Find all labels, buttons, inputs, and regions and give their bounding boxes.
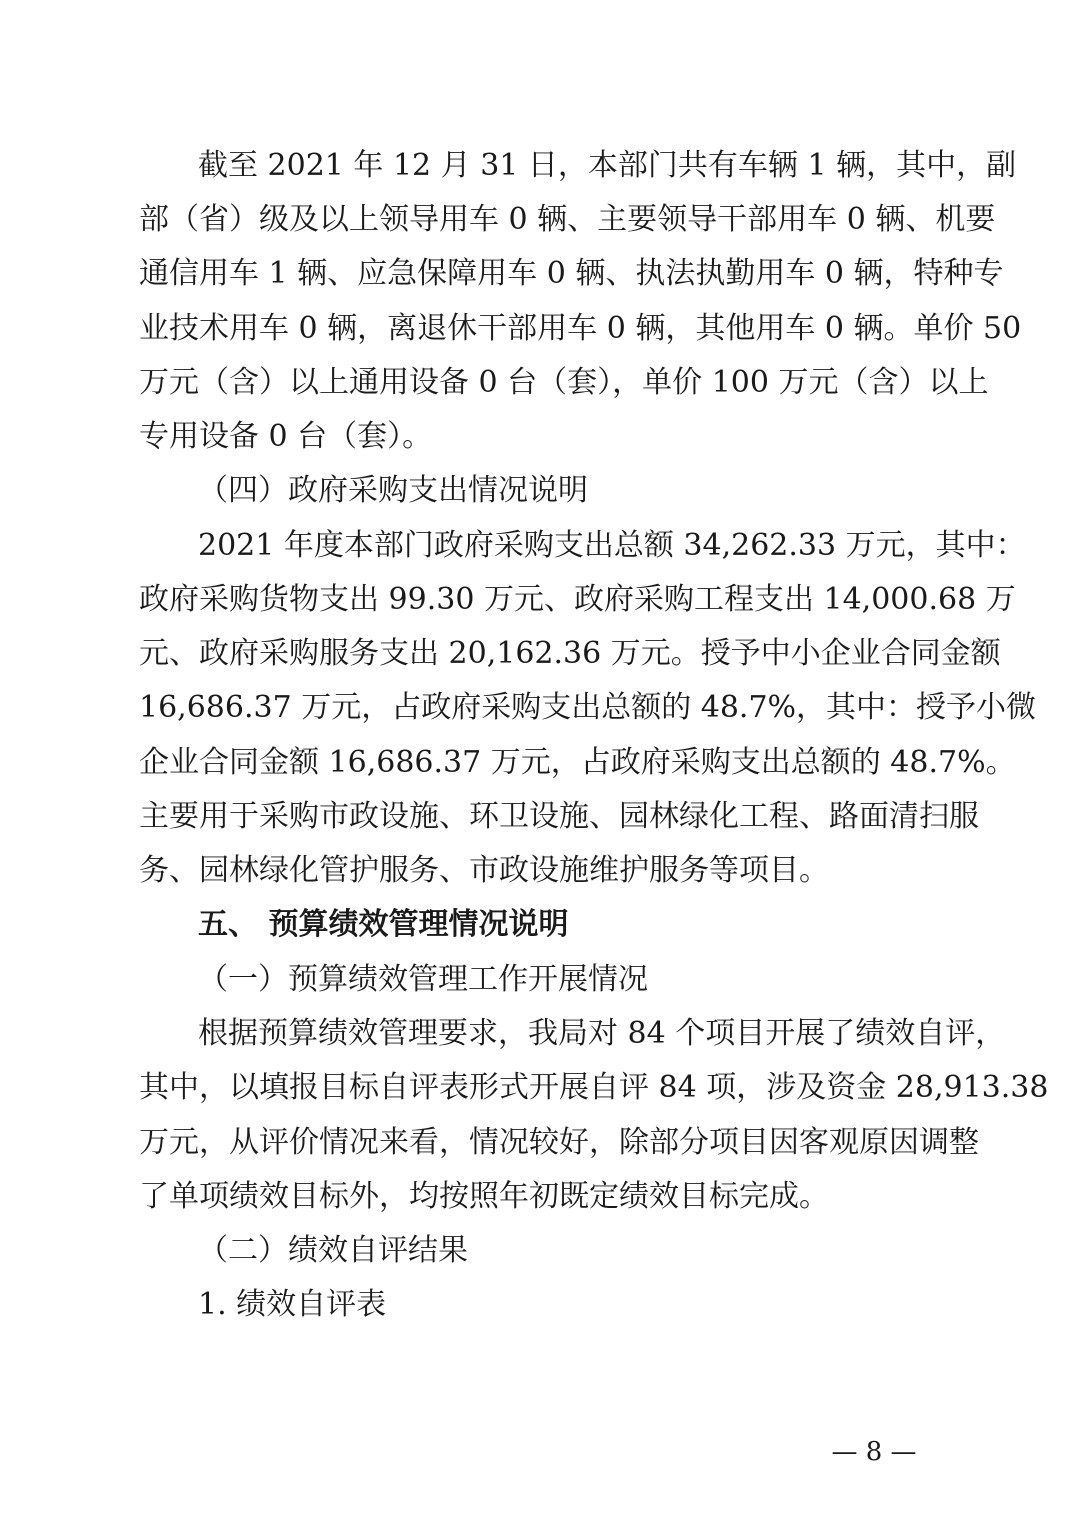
vehicles-line-6: 专用设备 0 台（套）。 xyxy=(139,419,433,454)
page-number: — 8 — xyxy=(831,1437,917,1467)
procurement-line-7: 务、园林绿化管护服务、市政设施维护服务等项目。 xyxy=(139,853,829,888)
performance-line-1: 根据预算绩效管理要求，我局对 84 个项目开展了绩效自评， xyxy=(198,1016,1006,1051)
vehicles-line-1: 截至 2021 年 12 月 31 日，本部门共有车辆 1 辆，其中，副 xyxy=(198,148,1017,183)
procurement-line-3: 元、政府采购服务支出 20,162.36 万元。授予中小企业合同金额 xyxy=(139,636,1001,671)
procurement-line-5: 企业合同金额 16,686.37 万元，占政府采购支出总额的 48.7%。 xyxy=(139,745,1016,780)
performance-sub2-heading: （二）绩效自评结果 xyxy=(198,1233,468,1268)
vehicles-line-5: 万元（含）以上通用设备 0 台（套），单价 100 万元（含）以上 xyxy=(139,365,989,400)
procurement-heading: （四）政府采购支出情况说明 xyxy=(198,473,588,508)
vehicles-line-2: 部（省）级及以上领导用车 0 辆、主要领导干部用车 0 辆、机要 xyxy=(139,202,996,237)
performance-sub1-heading: （一）预算绩效管理工作开展情况 xyxy=(198,962,648,997)
performance-line-3: 万元，从评价情况来看，情况较好，除部分项目因客观原因调整 xyxy=(139,1125,979,1160)
procurement-line-2: 政府采购货物支出 99.30 万元、政府采购工程支出 14,000.68 万 xyxy=(139,582,1016,617)
performance-line-2: 其中，以填报目标自评表形式开展自评 84 项，涉及资金 28,913.38 xyxy=(139,1070,1049,1105)
procurement-line-1: 2021 年度本部门政府采购支出总额 34,262.33 万元，其中： xyxy=(198,528,1026,563)
procurement-line-4: 16,686.37 万元，占政府采购支出总额的 48.7%，其中：授予小微 xyxy=(139,690,1037,725)
performance-line-4: 了单项绩效目标外，均按照年初既定绩效目标完成。 xyxy=(139,1179,829,1214)
vehicles-line-3: 通信用车 1 辆、应急保障用车 0 辆、执法执勤用车 0 辆，特种专 xyxy=(139,256,1004,291)
procurement-line-6: 主要用于采购市政设施、环卫设施、园林绿化工程、路面清扫服 xyxy=(139,799,979,834)
vehicles-line-4: 业技术用车 0 辆，离退休干部用车 0 辆，其他用车 0 辆。单价 50 xyxy=(139,311,1022,346)
performance-heading: 五、 预算绩效管理情况说明 xyxy=(198,907,569,942)
performance-item-1: 1. 绩效自评表 xyxy=(198,1287,387,1322)
